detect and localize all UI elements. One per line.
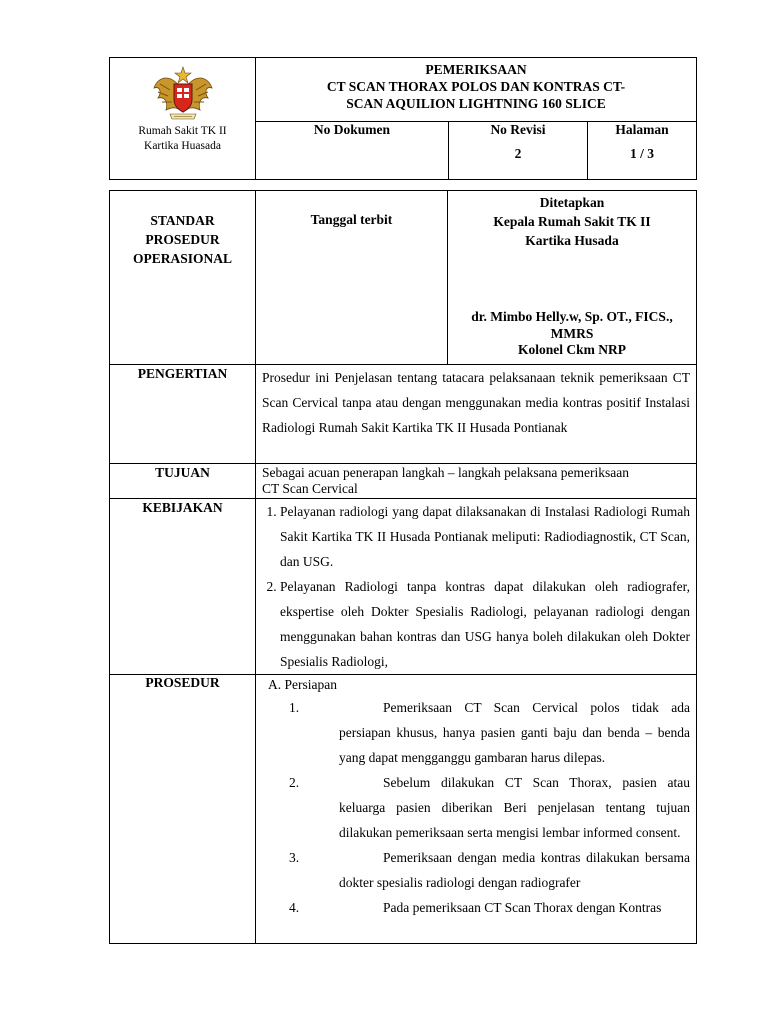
kebijakan-label: KEBIJAKAN [110, 499, 256, 675]
no-dokumen-cell [256, 122, 449, 180]
prosedur-item [256, 845, 690, 895]
document-title [256, 58, 697, 122]
pengertian-text: Prosedur ini Penjelasan tentang tatacara pelaksanaan teknik pemeriksaan CT Scan Cervical tanpa atau dengan menggunakan media kontras positif Instalasi Radiologi Rumah Sakit Kartika TK II Husada Pontianak [256, 365, 697, 464]
tujuan-text [256, 464, 697, 499]
kebijakan-content [256, 499, 697, 675]
title-line1: PEMERIKSAAN [425, 62, 527, 77]
prosedur-item-number: 1. [289, 700, 300, 715]
tanggal-terbit-cell [256, 191, 448, 365]
no-dokumen-label: No Dokumen [313, 122, 391, 137]
hospital-name-line2: Kartika Huasada [144, 140, 221, 152]
prosedur-label: PROSEDUR [110, 675, 256, 944]
kepala-line2: Kartika Husada [525, 233, 619, 248]
prosedur-item-text: Sebelum dilakukan CT Scan Thorax, pasien atau keluarga pasien diberikan Beri penjelasan tentang tujuan dilakukan pemeriksaan serta mengisi lembar informed consent. [339, 775, 690, 840]
section-a-heading: A. Persiapan [268, 677, 337, 692]
tujuan-line2: CT Scan Cervical [262, 481, 358, 496]
ditetapkan-cell [448, 191, 697, 365]
ditetapkan-label: Ditetapkan [539, 195, 605, 210]
sop-label-cell [110, 191, 256, 365]
prosedur-item-text: Pemeriksaan CT Scan Cervical polos tidak ada persiapan khusus, hanya pasien ganti baju dan benda – benda yang dapat mengganggu gambaran harus dilepas. [339, 700, 690, 765]
tanggal-terbit-label: Tanggal terbit [310, 212, 393, 227]
no-revisi-value: 2 [514, 146, 522, 161]
military-emblem-icon [152, 62, 214, 124]
logo-cell [110, 58, 256, 180]
prosedur-item-number: 4. [289, 900, 300, 915]
kebijakan-list [256, 499, 696, 674]
title-line2: CT SCAN THORAX POLOS DAN KONTRAS CT- [326, 79, 626, 94]
document-header [109, 57, 697, 180]
tujuan-line1: Sebagai acuan penerapan langkah – langkah pelaksana pemeriksaan [262, 465, 629, 480]
kebijakan-item: 2. Pelayanan Radiologi tanpa kontras dapat dilakukan oleh radiografer, ekspertise oleh Dokter Spesialis Radiologi, pelayanan radiologi dengan menggunakan bahan kontras dan USG hanya boleh dilakukan oleh Dokter Spesialis Radiologi, [280, 574, 690, 674]
prosedur-item [256, 895, 690, 920]
prosedur-item-text: Pada pemeriksaan CT Scan Thorax dengan Kontras [383, 900, 662, 915]
prosedur-item-text: Pemeriksaan dengan media kontras dilakukan bersama dokter spesialis radiologi dengan radiografer [339, 850, 690, 890]
prosedur-item-number: 3. [289, 850, 300, 865]
prosedur-item-number: 2. [289, 775, 300, 790]
no-revisi-label: No Revisi [490, 122, 546, 137]
sop-label-line2: PROSEDUR [145, 232, 220, 247]
halaman-value: 1 / 3 [629, 146, 654, 161]
halaman-label: Halaman [615, 122, 669, 137]
halaman-cell [588, 122, 697, 180]
signer-line2: MMRS [550, 326, 594, 341]
hospital-name-line1: Rumah Sakit TK II [138, 125, 227, 137]
kepala-line1: Kepala Rumah Sakit TK II [493, 214, 651, 229]
prosedur-item [256, 770, 690, 845]
pengertian-label: PENGERTIAN [110, 365, 256, 464]
signer-line1: dr. Mimbo Helly.w, Sp. OT., FICS., [471, 309, 673, 324]
tujuan-label: TUJUAN [110, 464, 256, 499]
sop-label-line3: OPERASIONAL [132, 251, 232, 266]
signer-line3: Kolonel Ckm NRP [518, 342, 626, 357]
prosedur-item [256, 695, 690, 770]
sop-table [109, 190, 697, 944]
kebijakan-item: 1. Pelayanan radiologi yang dapat dilaksanakan di Instalasi Radiologi Rumah Sakit Kartika TK II Husada Pontianak meliputi: Radiodiagnostik, CT Scan, dan USG. [280, 499, 690, 574]
prosedur-content [256, 675, 697, 944]
title-line3: SCAN AQUILION LIGHTNING 160 SLICE [346, 96, 606, 111]
sop-label-line1: STANDAR [150, 213, 215, 228]
no-revisi-cell [449, 122, 588, 180]
